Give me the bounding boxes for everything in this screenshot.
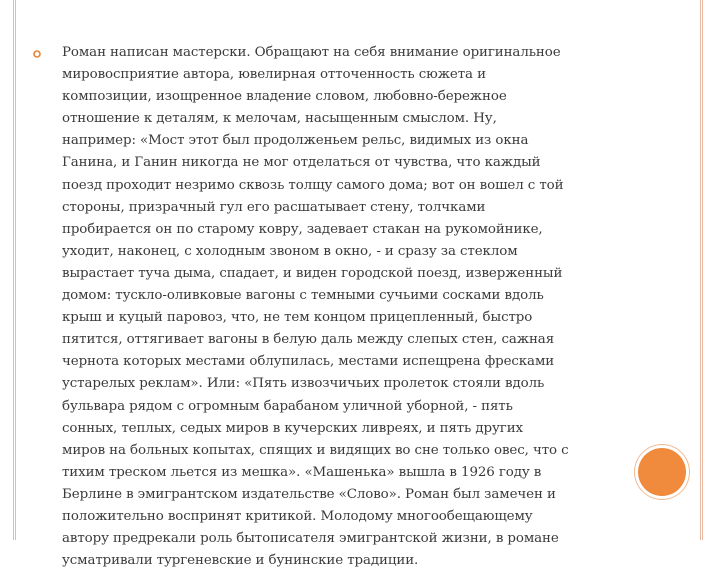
paragraph-line: положительно воспринят критикой. Молодому многообещающему (62, 508, 533, 524)
paragraph-line: мировосприятие автора, ювелирная отточенность сюжета и (62, 67, 486, 83)
paragraph-line: отношение к деталям, к мелочам, насыщенным смыслом. Ну, (62, 111, 497, 127)
paragraph-line: тихим треском льется из мешка». «Машенька» вышла в 1926 году в (62, 464, 542, 480)
paragraph-line: крыш и куцый паровоз, что, не тем концом прицепленный, быстро (62, 310, 533, 326)
paragraph-line: уходит, наконец, с холодным звоном в окно, - и сразу за стеклом (62, 243, 518, 259)
paragraph-line: чернота которых местами облупилась, местами испещрена фресками (62, 354, 555, 370)
ring-bullet-icon (33, 50, 41, 58)
paragraph-line: стороны, призрачный гул его расшатывает стену, толчками (62, 199, 486, 215)
paragraph-line: миров на больных копытах, спящих и видящих во сне только овес, что с (62, 442, 569, 458)
left-border-decoration (13, 0, 16, 540)
paragraph-line: Роман написан мастерски. Обращают на себя внимание оригинальное (62, 45, 561, 60)
paragraph-line: Ганина, и Ганин никогда не мог отделаться от чувства, что каждый (62, 155, 541, 171)
paragraph-line: сонных, теплых, седых миров в кучерских ливреях, и пять других (62, 420, 523, 436)
paragraph-line: например: «Мост этот был продолженьем рельс, видимых из окна (62, 133, 529, 149)
paragraph-line: пятится, оттягивает вагоны в белую даль между слепых стен, сажная (62, 332, 555, 348)
paragraph-line: вырастает туча дыма, спадает, и виден городской поезд, изверженный (62, 265, 563, 281)
paragraph-line: устарелых реклам». Или: «Пять извозчичьих пролеток стояли вдоль (62, 376, 545, 392)
paragraph-line: домом: тускло-оливковые вагоны с темными сучьими сосками вдоль (62, 288, 544, 304)
paragraph-line: бульвара рядом с огромным барабаном уличной уборной, - пять (62, 398, 513, 414)
paragraph-line: автору предрекали роль бытописателя эмигрантской жизни, в романе (62, 531, 559, 547)
paragraph-line: поезд проходит незримо сквозь толщу самого дома; вот он вошел с той (62, 177, 564, 193)
paragraph-line: пробирается он по старому ковру, задевает стакан на рукомойнике, (62, 221, 543, 237)
paragraph-line: Берлине в эмигрантском издательстве «Слово». Роман был замечен и (62, 486, 556, 502)
paragraph-text (62, 42, 617, 572)
paragraph-line: усматривали тургеневские и бунинские традиции. (62, 553, 419, 569)
right-border-decoration (700, 0, 703, 540)
orange-circle-decoration (638, 448, 686, 496)
paragraph-line: композиции, изощренное владение словом, любовно-бережное (62, 89, 507, 105)
